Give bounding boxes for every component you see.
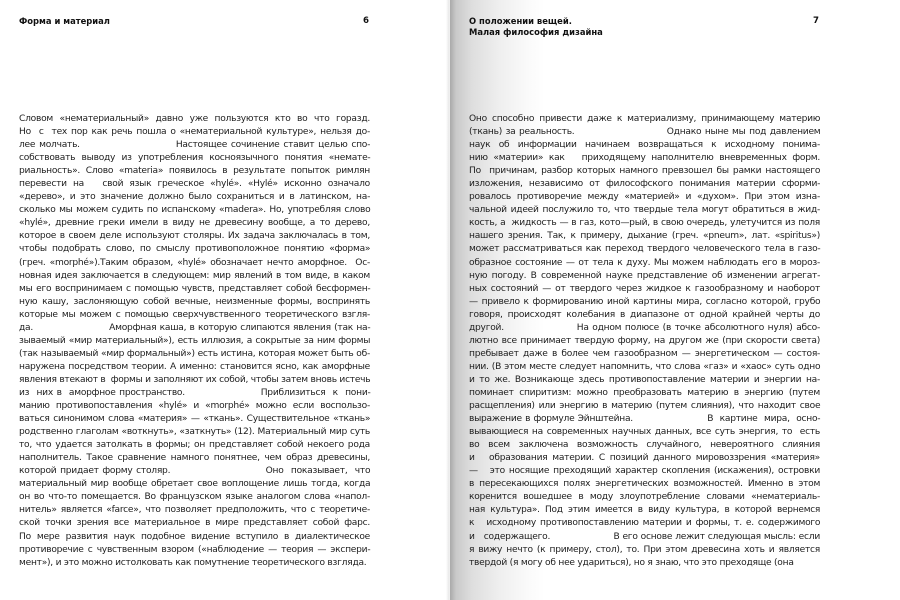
- text-line: ных состояний — от твердого через жидкое к газообразному и наоборот: [469, 283, 820, 294]
- text-line: нию «материи» как приходящему наполнителю вневременных форм.: [469, 153, 820, 164]
- text-line: вывающиеся на современных научных данных, все суть энергия, то есть: [469, 427, 820, 438]
- text-line: изложения, независимо от философского понимания материи сформи-: [469, 179, 821, 190]
- text-line: нашего зрения. Так, к примеру, дыхание (греч. «pneum», лат. «spiritus»): [469, 231, 820, 242]
- text-line: ная культура». Под этим имеется в виду культура, в которой вернемся: [469, 505, 821, 516]
- text-line: расщепления) или энергию в материю (путем слияния), что находит свое: [469, 401, 821, 412]
- text-line: По причинам, разбор которых намного превзошел бы рамки настоящего: [469, 166, 821, 177]
- right-page-number: 7: [813, 16, 819, 26]
- text-line: и содержащего. В его основе лежит следующая мысль: если: [469, 531, 820, 542]
- right-body-text: [469, 113, 820, 570]
- right-page: [450, 0, 900, 600]
- text-line: может рассматриваться как переход твердого человеческого тела в газо-: [469, 244, 821, 255]
- text-line: ской точки зрения все материальное в мире представляет собой фарс.: [19, 518, 370, 529]
- text-line: ваться синонимом слова «материя» — «ткань». Существительное «ткань»: [19, 414, 371, 425]
- text-line: говоря, происходят колебания в диапазоне от одной крайней черты до: [469, 309, 821, 320]
- text-line: явления втекают в формы и заполняют их собой, чтобы затем вновь истечь: [19, 374, 371, 385]
- text-line: лее молчать. Настоящее сочинение ставит целью спо-: [19, 140, 371, 151]
- text-line: я вижу нечто (к примеру, стол), то. При этом древесина хоть и является: [469, 544, 820, 555]
- text-line: — это носящие преходящий характер скопления (искажения), островки: [469, 466, 820, 477]
- text-line: наук об информации начинаем возвращаться к исходному понима-: [469, 140, 820, 151]
- text-line: Оно способно привести даже к материализму, принимающему материю: [469, 114, 821, 124]
- left-running-head: Форма и материал: [19, 16, 110, 26]
- text-line: коренится вошедшее в моду злоупотребление словами «нематериаль-: [469, 492, 820, 503]
- text-line: новная идея заключается в следующем: мир явлений в том виде, в каком: [19, 270, 370, 281]
- text-line: наружена посредством теории. А именно: становится ясно, как аморфные: [19, 361, 370, 372]
- text-line: (так называемый «мир формальный») есть истина, которая может быть об-: [19, 348, 370, 359]
- text-line: другой. На одном полюсе (в точке абсолютного нуля) абсо-: [469, 322, 820, 333]
- text-line: ную погоду. В современной науке представление об изменении агрегат-: [469, 270, 821, 281]
- text-line: чальной идеей послужило то, что твердые тела могут обратиться в жид-: [469, 205, 821, 216]
- text-line: в пересекающихся полях энергетических возможностей. Именно в этом: [469, 479, 821, 490]
- text-line: нитель» является «farce», что позволяет предположить, что с теоретиче-: [19, 505, 370, 516]
- text-line: выражение в формуле Эйнштейна. В картине мира, осно-: [469, 414, 821, 425]
- text-line: нии. (В этом месте следует напомнить, что слова «газ» и «хаос» суть одно: [469, 361, 821, 372]
- text-line: «hylé», древние греки имели в виду не древесину вообще, а то дерево,: [19, 218, 370, 229]
- text-line: которой придает форму столяр. Оно показывает, что: [19, 466, 371, 477]
- text-line: противоречие с чувственным взором («наблюдение — теория — экспери-: [19, 544, 371, 555]
- text-line: «дерево», и это значение должно было сохраниться и в латинском, на-: [19, 192, 371, 203]
- text-line: и образования материи. С позиций данного мировоззрения «материя»: [469, 453, 820, 464]
- text-line: (ткань) за реальность. Однако ныне мы под давлением: [469, 127, 821, 138]
- text-line: мы его воспринимаем с помощью чувств, представляет собой бесформен-: [19, 283, 371, 294]
- text-line: он во что-то помещается. Во французском языке аналогом слова «напол-: [19, 492, 370, 503]
- left-body-text: [19, 113, 370, 570]
- text-line: и то же. Возникающе здесь противопоставление материи и энергии на-: [469, 374, 820, 385]
- text-line: зываемый «мир материальный»), есть иллюзия, а сокрытые за ним формы: [19, 335, 371, 346]
- text-line: да. Аморфная каша, в которую слипаются явления (так на-: [19, 322, 371, 333]
- text-line: ровалось противоречие между «материей» и «духом». При этом изна-: [469, 192, 820, 203]
- text-line: которые мы можем с помощью сверхчувственного теоретического взгля-: [19, 309, 371, 320]
- left-page-number: 6: [363, 16, 369, 26]
- text-line: поминает спиритизм: можно преобразовать материю в энергию (путем: [469, 387, 820, 398]
- text-line: пребывает даже в более чем газообразном — энергетическом — состоя-: [469, 348, 821, 359]
- text-line: По мере развития наук подобное видение вступило в диалектическое: [19, 531, 370, 542]
- text-line: чтобы подобрать слово, по смыслу противоположное понятию «форма»: [19, 244, 371, 255]
- text-line: материальный мир вообще обретает свое воплощение лишь тогда, когда: [19, 479, 371, 490]
- text-line: родственно глаголам «воткнуть», «заткнуть» (12). Материальный мир суть: [19, 427, 370, 438]
- text-line: Но с тех пор как речь пошла о «нематериальной культуре», нельзя до-: [19, 127, 370, 138]
- right-running-head-subtitle: Малая философия дизайна: [469, 27, 603, 37]
- text-line: наполнитель. Такое сравнение намного понятнее, чем образ древесины,: [19, 453, 370, 464]
- text-line: лютно все принимает твердую форму, на другом же (при скорости света): [469, 335, 820, 346]
- text-line: риальность». Слово «materia» появилось в результате попыток римлян: [19, 166, 370, 177]
- right-running-head-title: О положении вещей.: [469, 16, 572, 26]
- text-line: которое в своем деле используют столяры. Их задача заключалась в том,: [19, 231, 370, 242]
- text-line: — привело к формированию иной картины мира, согласно которой, грубо: [469, 296, 821, 307]
- text-line: во всем заключена возможность случайного, невероятного слияния: [469, 440, 820, 451]
- text-line: манию противопоставления «hylé» и «morphé» можно если воспользо-: [19, 401, 370, 412]
- text-line: кость, а жидкость — в газ, кото—рый, в свою очередь, улетучится из поля: [469, 218, 820, 229]
- right-running-head: [469, 16, 603, 38]
- text-line: к исходному противопоставлению материи и формы, т. е. содержимого: [469, 518, 821, 529]
- text-line: ную кашу, заслоняющую собой вечные, неизменные формы, воспринять: [19, 296, 371, 307]
- text-line: то, что удается затолкать в формы; он представляет собой некоего рода: [19, 440, 370, 451]
- text-line: сколько мы можем судить по испанскому «madera». Но, употребляя слово: [19, 205, 371, 216]
- text-line: твердой (я могу об нее удариться), но я знаю, что это преходяще (она: [469, 557, 794, 568]
- text-line: Словом «нематериальный» давно уже пользуются кто во что горазд.: [19, 114, 370, 124]
- text-line: из них в аморфное пространство. Приблизиться к пони-: [19, 387, 371, 398]
- text-line: мент»), и это можно истолковать как помутнение теоретического взгляда.: [19, 557, 367, 568]
- text-line: перевести на свой язык греческое «hylé». «Hylé» исконно означало: [19, 179, 370, 190]
- text-line: образное состояние — от тела к духу. Мы можем наблюдать его в мороз-: [469, 257, 820, 268]
- text-line: (греч. «morphé»).Таким образом, «hylé» обозначает нечто аморфное. Ос-: [19, 257, 370, 268]
- text-line: собствовать выводу из употребления косноязычного понятия «немате-: [19, 153, 371, 164]
